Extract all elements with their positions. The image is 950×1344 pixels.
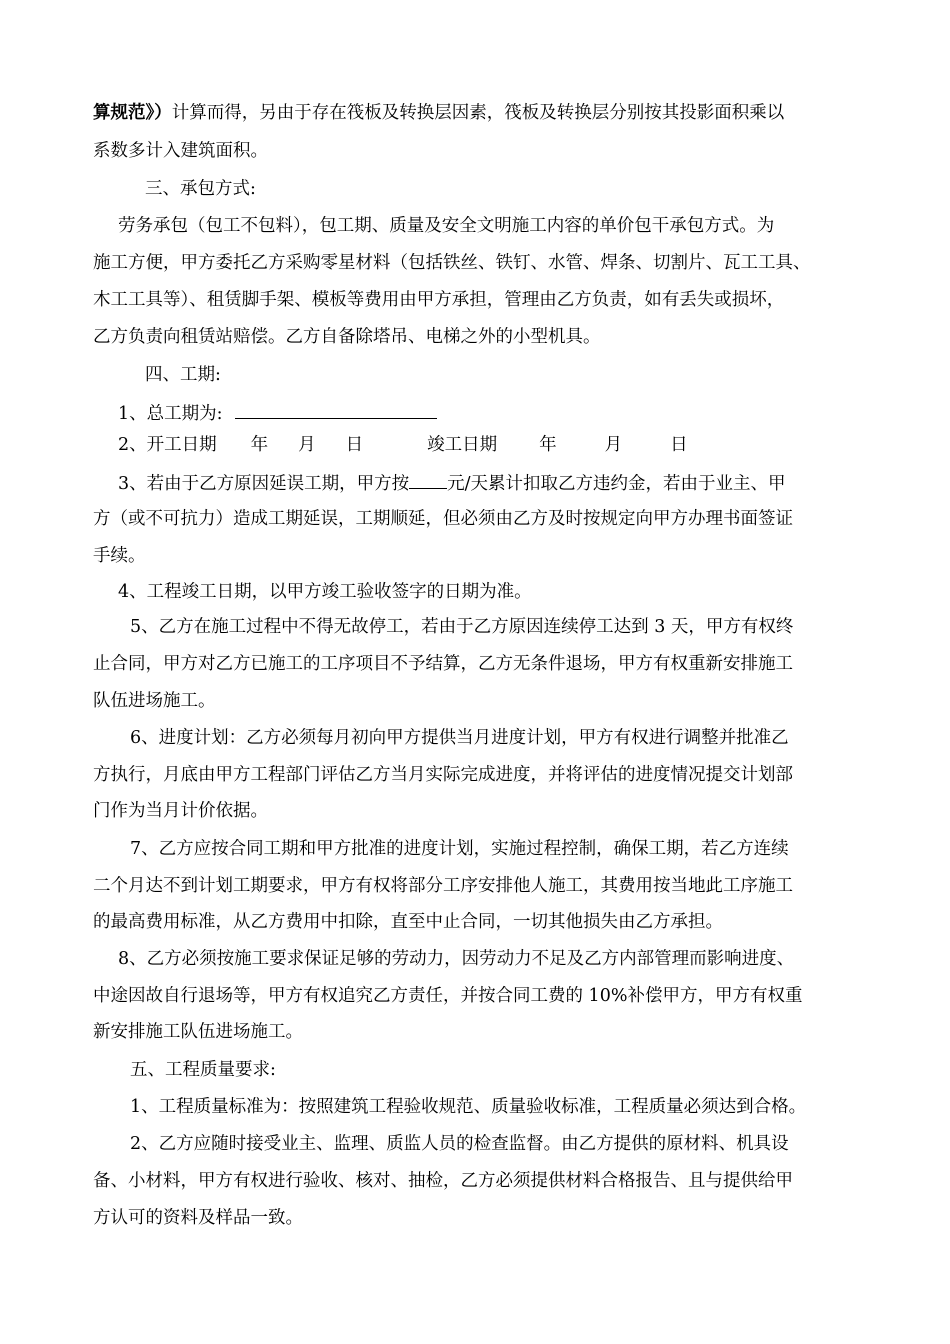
paragraph-line: 的最高费用标准，从乙方费用中扣除，直至中止合同，一切其他损失由乙方承担。	[93, 912, 723, 932]
section-heading: 三、承包方式:	[145, 179, 256, 199]
section-heading: 五、工程质量要求:	[130, 1060, 276, 1080]
section-heading: 四、工期:	[145, 365, 221, 385]
paragraph-line: 新安排施工队伍进场施工。	[93, 1022, 303, 1042]
list-item: 4、工程竣工日期，以甲方竣工验收签字的日期为准。	[118, 582, 532, 602]
list-item: 8、乙方必须按施工要求保证足够的劳动力，因劳动力不足及乙方内部管理而影响进度、	[118, 949, 795, 969]
paragraph-line: 算规范》）计算而得，另由于存在筏板及转换层因素，筏板及转换层分别按其投影面积乘以	[93, 103, 785, 123]
paragraph-line: 门作为当月计价依据。	[93, 801, 268, 821]
paragraph-line: 中途因故自行退场等，甲方有权追究乙方责任，并按合同工费的 10%补偿甲方，甲方有权重	[93, 986, 803, 1006]
bold-text: 算规范》）	[93, 103, 172, 123]
list-item: 1、工程质量标准为：按照建筑工程验收规范、质量验收标准，工程质量必须达到合格。	[130, 1097, 807, 1117]
paragraph-line: 系数多计入建筑面积。	[93, 141, 268, 161]
paragraph-line: 乙方负责向租赁站赔偿。乙方自备除塔吊、电梯之外的小型机具。	[93, 327, 601, 347]
blank-underline	[235, 400, 437, 419]
paragraph-line: 手续。	[93, 546, 146, 566]
paragraph-line: 备、小材料，甲方有权进行验收、核对、抽检，乙方必须提供材料合格报告、且与提供给甲	[93, 1171, 793, 1191]
list-item: 3、若由于乙方原因延误工期，甲方按 元/天累计扣取乙方违约金，若由于业主、甲	[118, 470, 786, 495]
list-item: 2、乙方应随时接受业主、监理、质监人员的检查监督。由乙方提供的原材料、机具设	[130, 1134, 789, 1154]
list-item: 5、乙方在施工过程中不得无故停工，若由于乙方原因连续停工达到 3 天，甲方有权终	[130, 617, 794, 637]
list-item: 6、进度计划：乙方必须每月初向甲方提供当月进度计划，甲方有权进行调整并批准乙	[130, 728, 789, 748]
blank-underline	[409, 470, 447, 489]
paragraph-line: 止合同，甲方对乙方已施工的工序项目不予结算，乙方无条件退场，甲方有权重新安排施工	[93, 654, 793, 674]
paragraph-line: 方执行，月底由甲方工程部门评估乙方当月实际完成进度，并将评估的进度情况提交计划部	[93, 765, 793, 785]
paragraph-line: 方认可的资料及样品一致。	[93, 1208, 303, 1228]
list-item: 7、乙方应按合同工期和甲方批准的进度计划，实施过程控制，确保工期，若乙方连续	[130, 839, 789, 859]
paragraph-line: 劳务承包（包工不包料），包工期、质量及安全文明施工内容的单价包干承包方式。为	[118, 216, 775, 236]
paragraph-line: 队伍进场施工。	[93, 691, 216, 711]
paragraph-line: 木工工具等）、租赁脚手架、模板等费用由甲方承担，管理由乙方负责，如有丢失或损坏，	[93, 290, 785, 310]
paragraph-line: 二个月达不到计划工期要求，甲方有权将部分工序安排他人施工，其费用按当地此工序施工	[93, 876, 793, 896]
paragraph-line: 方（或不可抗力）造成工期延误，工期顺延，但必须由乙方及时按规定向甲方办理书面签证	[93, 509, 793, 529]
list-item: 2、开工日期 年 月 日 竣工日期 年 月 日	[118, 435, 688, 455]
list-item: 1、总工期为:	[118, 400, 437, 425]
paragraph-line: 施工方便，甲方委托乙方采购零星材料（包括铁丝、铁钉、水管、焊条、切割片、瓦工工具、	[93, 253, 811, 273]
